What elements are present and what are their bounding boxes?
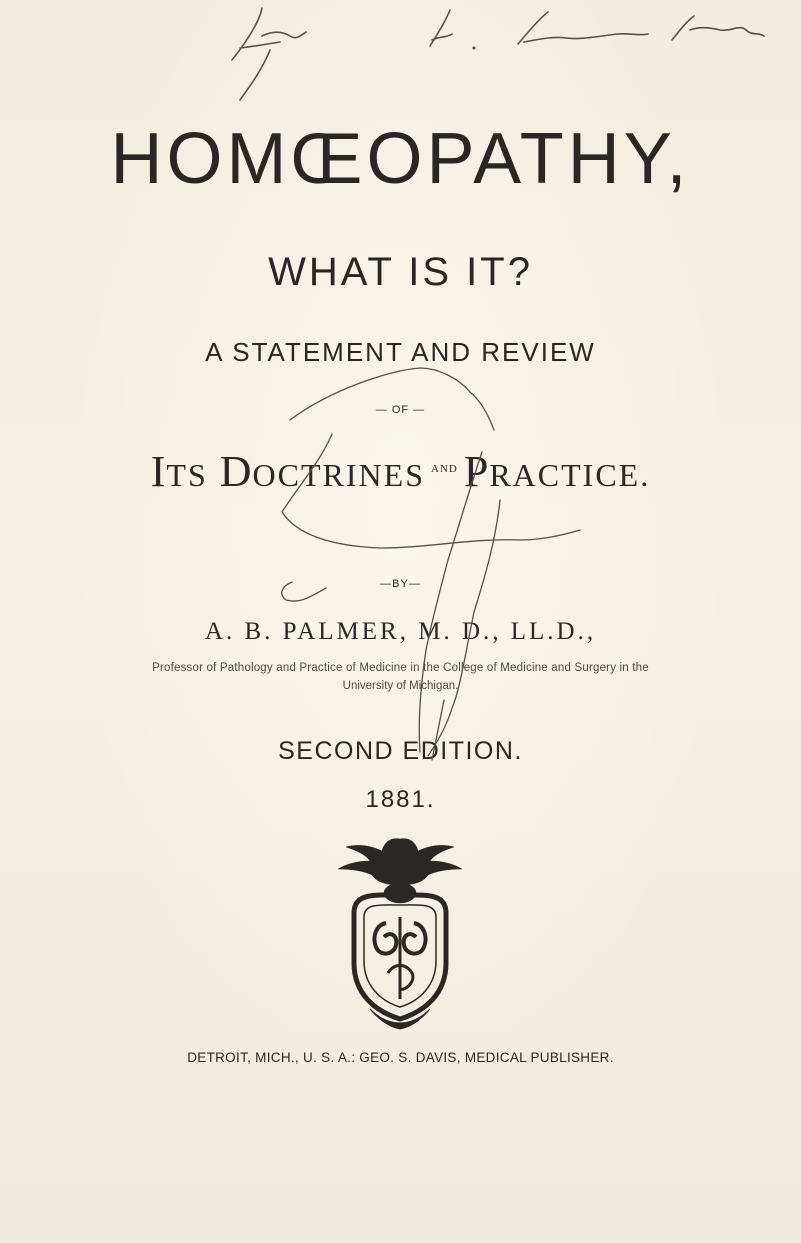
of-label: — OF — (375, 404, 426, 416)
doctrines-initial: D (219, 447, 253, 496)
handwritten-inscription (0, 0, 801, 120)
edition-label: SECOND EDITION. (278, 737, 523, 765)
practice-rest: RACTICE. (489, 457, 651, 493)
and-word: AND (431, 463, 458, 475)
practice-initial: P (463, 447, 490, 496)
publisher-line: DETROIT, MICH., U. S. A.: GEO. S. DAVIS, MEDICAL PUBLISHER. (187, 1050, 614, 1065)
author-affiliation: Professor of Pathology and Practice of Medicine in the College of Medicine and Surgery in the (152, 662, 649, 674)
author-university: University of Michigan. (342, 680, 459, 692)
doctrines-rest: OCTRINES (252, 457, 425, 493)
author-name: A. B. PALMER, M. D., LL.D., (204, 618, 597, 645)
book-title: HOMŒOPATHY, (110, 119, 691, 199)
publication-year: 1881. (365, 786, 436, 813)
by-label: —BY— (380, 578, 421, 590)
its-rest: TS (166, 457, 208, 493)
book-subtitle: WHAT IS IT? (268, 250, 533, 294)
statement-line: A STATEMENT AND REVIEW (205, 337, 596, 367)
publisher-emblem-icon (330, 833, 470, 1038)
doctrines-line (0, 446, 801, 497)
its-initial: I (150, 447, 167, 496)
